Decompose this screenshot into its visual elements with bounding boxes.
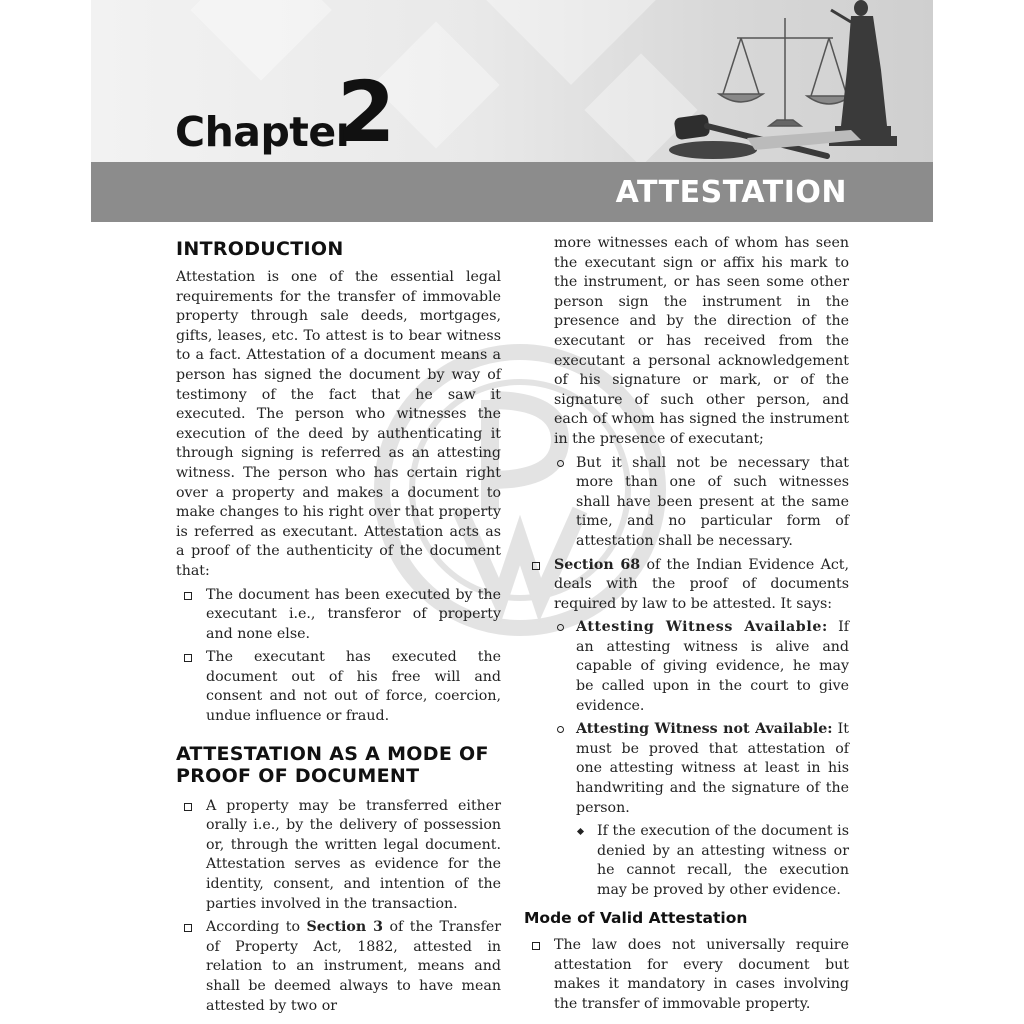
chapter-banner	[91, 0, 933, 162]
introduction-heading: INTRODUCTION	[176, 238, 344, 260]
section68-text: of the Indian Evidence Act, deals with the proof of documents required by law to be attested. It says:	[554, 556, 849, 612]
mode-of-proof-heading: ATTESTATION AS A MODE OF PROOF OF DOCUMENT	[176, 742, 489, 787]
mode-of-valid-attestation-heading: Mode of Valid Attestation	[524, 908, 748, 927]
chapter-number: 2	[337, 63, 396, 161]
section68-item	[524, 556, 849, 615]
right-column	[524, 234, 849, 1019]
list-item	[176, 918, 501, 1016]
mode-of-valid-attestation-item: The law does not universally require attestation for every document but makes it mandatory in cases involving the transfer of immovable property.	[524, 936, 849, 1014]
chapter-title: ATTESTATION	[615, 175, 847, 210]
gavel-icon	[669, 114, 861, 159]
section3-text-post: of the Transfer of Property Act, 1882, attested in relation to an instrument, means and shall be deemed always to have mean attested by two or	[206, 919, 502, 1014]
chapter-title-bar	[91, 162, 933, 222]
list-item: A property may be transferred either orally i.e., by the delivery of possession or, through the written legal document. Attestation serves as evidence for the identity, consent, and intention of the parties involved in the transaction.	[176, 797, 501, 915]
section3-bold: Section 3	[306, 919, 383, 936]
witness-not-available-text: It must be proved that attestation of one attesting witness at least in his handwriting and the signature of the person.	[576, 721, 849, 816]
witness-available-item	[524, 618, 849, 716]
proviso-item: But it shall not be necessary that more than one of such witnesses shall have been present at the same time, and no particular form of attestation shall be necessary.	[524, 454, 849, 552]
execution-denied-item: If the execution of the document is denied by an attesting witness or he cannot recall, the execution may be proved by other evidence.	[524, 822, 849, 900]
section68-bold: Section 68	[554, 556, 641, 573]
witness-available-bold: Attesting Witness Available:	[576, 619, 828, 636]
section3-text-pre: According to	[206, 919, 307, 936]
list-item: The executant has executed the document out of his free will and consent and not out of force, coercion, undue influence or fraud.	[176, 648, 501, 726]
list-item: The document has been executed by the executant i.e., transferor of property and none else.	[176, 586, 501, 645]
left-column	[176, 234, 501, 1020]
chapter-label: Chapter	[175, 108, 356, 156]
banner-illustration	[651, 0, 933, 162]
introduction-paragraph: Attestation is one of the essential legal requirements for the transfer of immovable property through sale deeds, mortgages, gifts, leases, etc. To attest is to bear witness to a fact. Attestation of a document means a person has signed the document by way of testimony of the fact that he saw it executed. The person who witnesses the execution of the deed by authenticating it through signing is referred as an attesting witness. The person who has certain right over a property and makes a document to make changes to his right over that property is referred as executant. Attestation acts as a proof of the authenticity of the document that:	[176, 269, 501, 579]
witness-available-text: If an attesting witness is alive and capable of giving evidence, he may be called upon in the court to give evidence.	[576, 619, 849, 714]
scales-of-justice-icon	[719, 18, 851, 126]
witness-not-available-bold: Attesting Witness not Available:	[576, 721, 833, 738]
witness-not-available-item	[524, 720, 849, 818]
continuation-paragraph: more witnesses each of whom has seen the executant sign or affix his mark to the instrument, or has seen some other person sign the instrument in the presence and by the direction of the executant or has received from the executant a personal acknowledgement of his signature or mark, or of the signature of such other person, and each of whom has signed the instrument in the presence of executant;	[554, 235, 849, 447]
